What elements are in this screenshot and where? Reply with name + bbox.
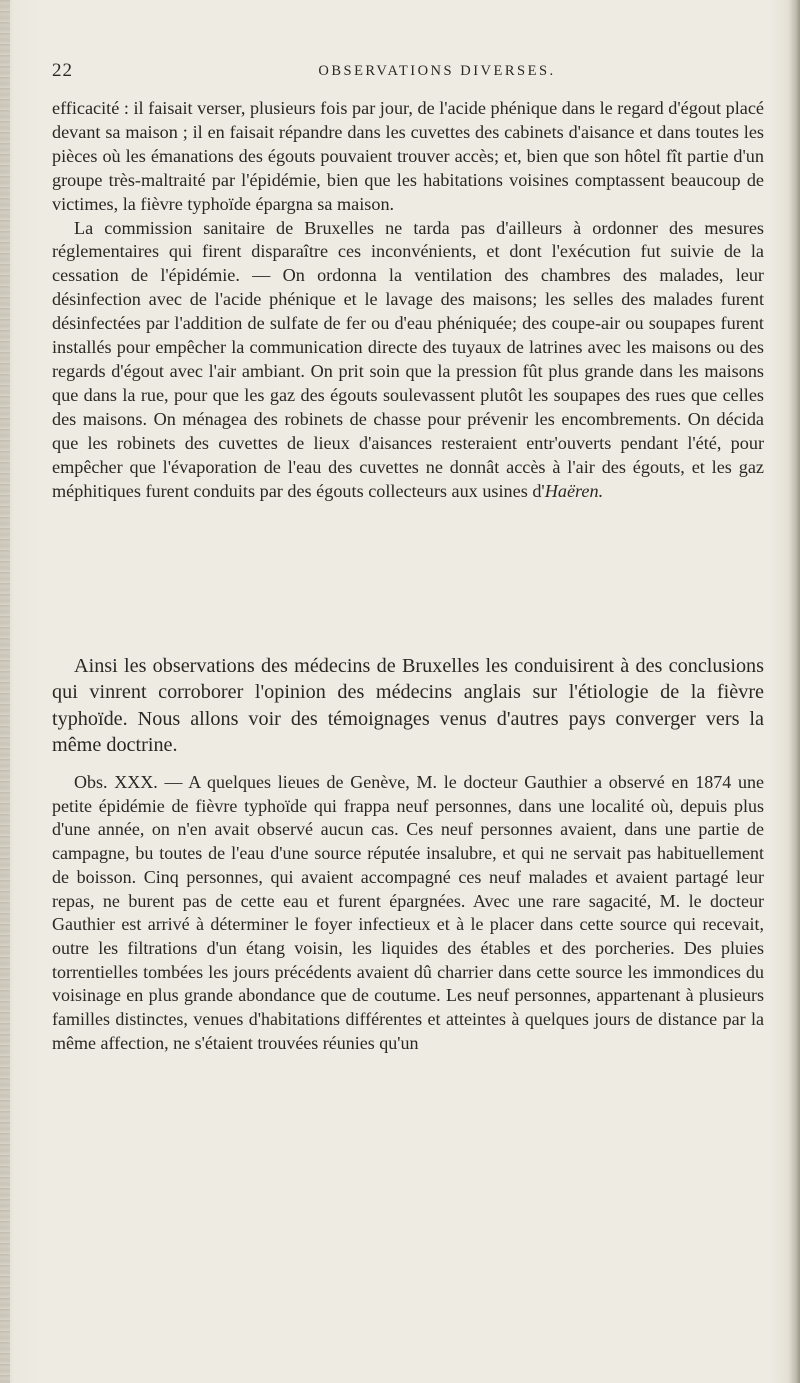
place-name-italic: Haëren. [544,480,604,501]
page-header [52,60,762,84]
page-number: 22 [52,60,73,81]
paragraph-continued: efficacité : il faisait verser, plusieurs fois par jour, de l'acide phénique dans le regard d'égout placé devant sa maison ; il en faisait répandre dans les cuvettes des cabinets d'aisance et dans toutes les pièces où les émanations des égouts pouvaient trouver accès; et, bien que son hôtel fît partie d'un groupe très-maltraité par l'épidémie, bien que les habitations voisines comptassent beaucoup de victimes, la fièvre typhoïde épargna sa maison. [52,98,764,214]
page-edge-shadow [788,0,800,1383]
body-text-conclusion [52,653,764,758]
body-text-top [52,97,764,503]
binding-edge [0,0,10,1383]
body-text-observation [52,771,764,1055]
paragraph-observation-xxx: Obs. XXX. — A quelques lieues de Genève, M. le docteur Gauthier a observé en 1874 une petite épidémie de fièvre typhoïde qui frappa neuf personnes, dans une localité où, depuis plus d'une année, on n'en avait observé aucun cas. Ces neuf personnes avaient, dans une partie de campagne, bu toutes de l'eau d'une source réputée insalubre, et qui ne servait pas habituellement de boisson. Cinq personnes, qui avaient accompagné ces neuf malades et avaient partagé leur repas, ne burent pas de cette eau et furent épargnées. Avec une rare sagacité, M. le docteur Gauthier est arrivé à déterminer le foyer infectieux et à le placer dans cette source qui recevait, outre les filtrations d'un étang voisin, les liquides des étables et des porcheries. Des pluies torrentielles tombées les jours précédents avaient dû charrier dans cette source les immondices du voisinage en plus grande abondance que de coutume. Les neuf personnes, appartenant à plusieurs familles distinctes, venues d'habitations différentes et atteintes à quelques jours de distance par la même affection, ne s'étaient trouvées réunies qu'un [52,772,764,1053]
running-head: OBSERVATIONS DIVERSES. [318,63,556,79]
paragraph-commission-text: La commission sanitaire de Bruxelles ne tarda pas d'ailleurs à ordonner des mesures réglementaires qui firent disparaître ces inconvénients, et dont l'exécution fut suivie de la cessation de l'épidémie. — On ordonna la ventilation des chambres des malades, leur désinfection avec de l'acide phénique et le lavage des maisons; les selles des malades furent désinfectées par l'addition de sulfate de fer ou d'eau phéniquée; des coupe-air ou soupapes furent installés pour empêcher la communication directe des tuyaux de latrines avec les maisons ou des regards d'égout avec l'air ambiant. On prit soin que la pression fût plus grande dans les maisons que dans la rue, pour que les gaz des égouts soulevassent plutôt les soupapes des rues que celles des maisons. On ménagea des robinets de chasse pour prévenir les encombrements. On décida que les robinets des cuvettes de lieux d'aisances resteraient entr'ouverts pendant l'été, pour empêcher que l'évaporation de l'eau des cuvettes ne donnât accès à l'air des égouts, et les gaz méphitiques furent conduits par des égouts collecteurs aux usines d' [52,217,764,501]
paragraph-conclusion: Ainsi les observations des médecins de Bruxelles les conduisirent à des conclusions qui vinrent corroborer l'opinion des médecins anglais sur l'étiologie de la fièvre typhoïde. Nous allons voir des témoignages venus d'autres pays converger vers la même doctrine. [52,655,764,756]
paragraph-commission [52,217,764,504]
